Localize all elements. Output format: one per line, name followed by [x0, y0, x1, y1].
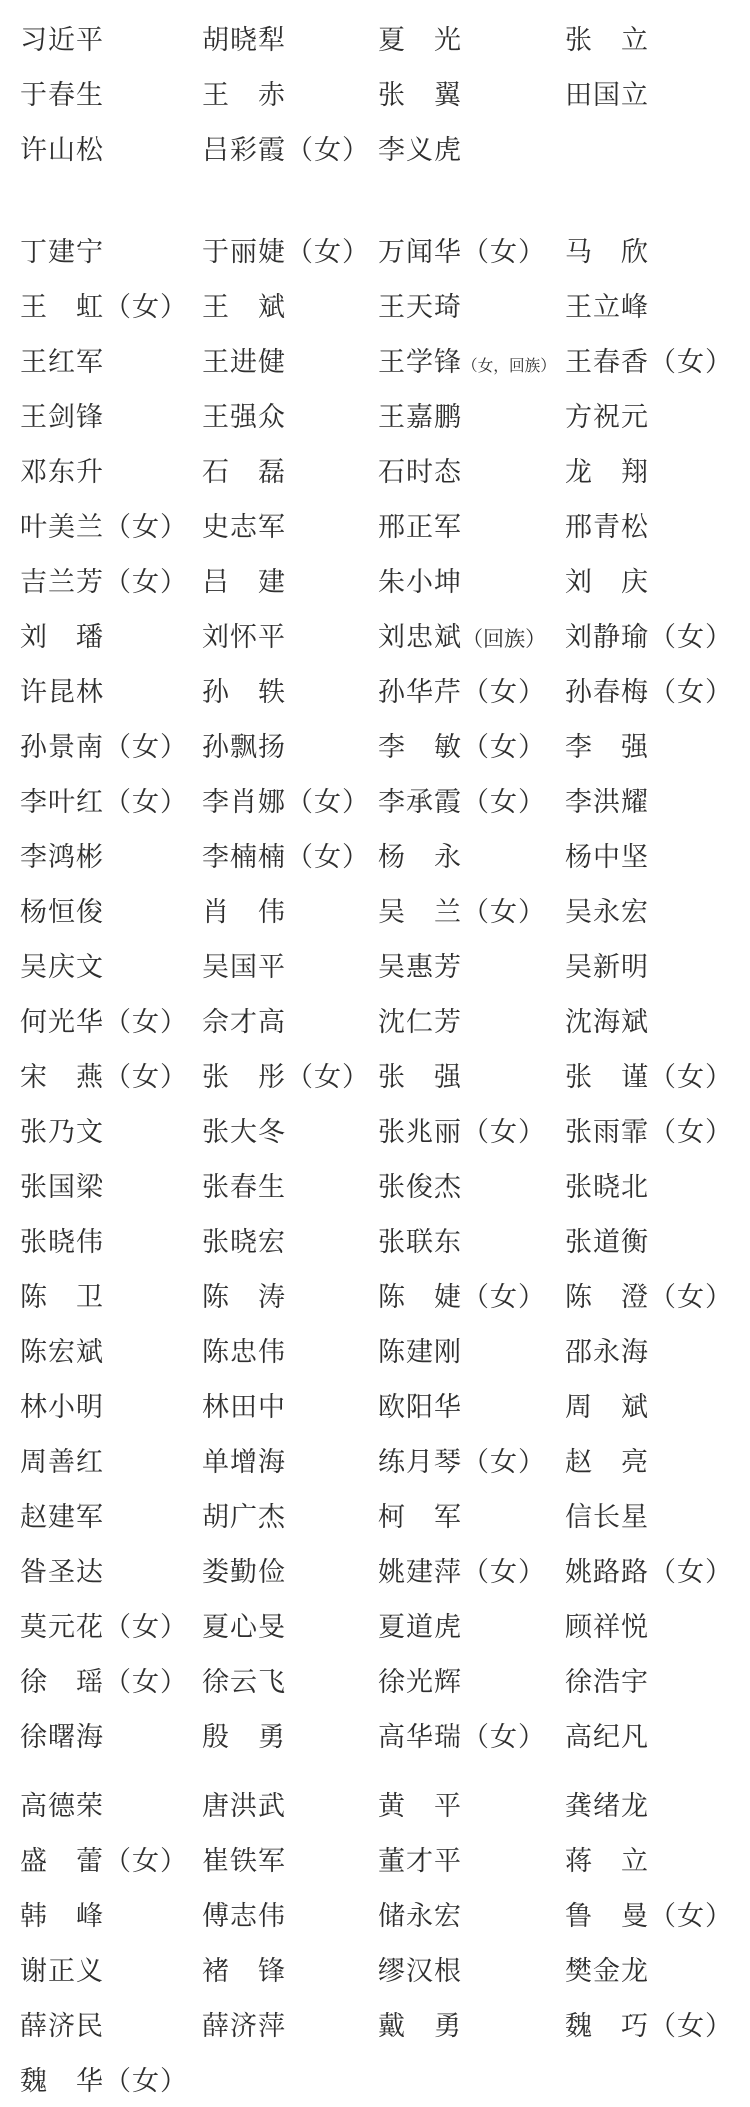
person-name: 朱小坤	[378, 567, 462, 597]
person-name: 沈仁芳	[378, 1007, 462, 1037]
person-name: 石时态	[378, 457, 462, 487]
person-name	[378, 340, 565, 379]
person-name: 林小明	[20, 1392, 104, 1422]
person-name: 李 敏（女）	[378, 732, 546, 762]
person-name: 娄勤俭	[202, 1557, 286, 1587]
person-name: 陈 卫	[20, 1282, 104, 1312]
person-name	[378, 615, 565, 654]
person-name: 陈 涛	[202, 1282, 286, 1312]
person-name: 储永宏	[378, 1901, 462, 1931]
person-name: 王剑锋	[20, 402, 104, 432]
person-name: 何光华（女）	[20, 1007, 188, 1037]
person-name: 张俊杰	[378, 1172, 462, 1202]
person-name: 陈 婕（女）	[378, 1282, 546, 1312]
name-row	[20, 222, 750, 277]
person-name: 张 翼	[378, 80, 462, 110]
person-name: 张 彤（女）	[202, 1062, 370, 1092]
person-name: 张晓北	[565, 1172, 649, 1202]
person-name: 李义虎	[378, 135, 462, 165]
person-name: 方祝元	[565, 402, 649, 432]
person-name: 蒋 立	[565, 1846, 649, 1876]
person-name: 刘 庆	[565, 567, 649, 597]
person-name: 王 虹（女）	[20, 292, 188, 322]
gender-ethnicity-note: （女，回族）	[462, 358, 556, 375]
person-name: 王嘉鹏	[378, 402, 462, 432]
name-row	[20, 1102, 750, 1157]
name-row	[20, 552, 750, 607]
person-name: 叶美兰（女）	[20, 512, 188, 542]
person-name: 缪汉根	[378, 1956, 462, 1986]
person-name: 欧阳华	[378, 1392, 462, 1422]
person-name: 王红军	[20, 347, 104, 377]
name-row	[20, 1707, 750, 1762]
person-name: 王春香（女）	[565, 347, 733, 377]
person-name: 周善红	[20, 1447, 104, 1477]
person-name: 董才平	[378, 1846, 462, 1876]
person-name: 王 赤	[202, 80, 286, 110]
person-name: 单增海	[202, 1447, 286, 1477]
name-row	[20, 387, 750, 442]
person-name: 王天琦	[378, 292, 462, 322]
person-name: 张春生	[202, 1172, 286, 1202]
name-row	[20, 937, 750, 992]
person-name: 夏心旻	[202, 1612, 286, 1642]
name-row	[20, 882, 750, 937]
person-name: 赵 亮	[565, 1447, 649, 1477]
roster-section-3	[20, 1776, 750, 2106]
person-name: 徐光辉	[378, 1667, 462, 1697]
person-name: 徐云飞	[202, 1667, 286, 1697]
person-name: 孙春梅（女）	[565, 677, 733, 707]
person-name: 刘 璠	[20, 622, 104, 652]
person-name: 张雨霏（女）	[565, 1117, 733, 1147]
person-name: 信长星	[565, 1502, 649, 1532]
person-name: 邓东升	[20, 457, 104, 487]
person-name: 胡广杰	[202, 1502, 286, 1532]
name-row	[20, 1157, 750, 1212]
person-name: 唐洪武	[202, 1791, 286, 1821]
person-name: 沈海斌	[565, 1007, 649, 1037]
person-name: 张 强	[378, 1062, 462, 1092]
person-name: 习近平	[20, 25, 104, 55]
person-name: 褚 锋	[202, 1956, 286, 1986]
person-name: 石 磊	[202, 457, 286, 487]
name-row	[20, 65, 750, 120]
person-name: 鲁 曼（女）	[565, 1901, 733, 1931]
person-name: 于丽婕（女）	[202, 237, 370, 267]
name-row	[20, 1542, 750, 1597]
person-name: 傅志伟	[202, 1901, 286, 1931]
person-name: 吴庆文	[20, 952, 104, 982]
person-name: 王 斌	[202, 292, 286, 322]
person-name: 王立峰	[565, 292, 649, 322]
person-name: 刘静瑜（女）	[565, 622, 733, 652]
person-name: 李洪耀	[565, 787, 649, 817]
person-name: 张道衡	[565, 1227, 649, 1257]
gender-ethnicity-note: （回族）	[462, 627, 547, 651]
person-name: 李承霞（女）	[378, 787, 546, 817]
person-name: 王强众	[202, 402, 286, 432]
person-name: 昝圣达	[20, 1557, 104, 1587]
person-name: 李 强	[565, 732, 649, 762]
person-name: 张乃文	[20, 1117, 104, 1147]
person-name: 魏 华（女）	[20, 2066, 188, 2096]
person-name: 邢青松	[565, 512, 649, 542]
name-row	[20, 2051, 750, 2106]
roster-section-2	[20, 222, 750, 1762]
name-row	[20, 992, 750, 1047]
name-row	[20, 827, 750, 882]
person-name: 许昆林	[20, 677, 104, 707]
person-name: 高德荣	[20, 1791, 104, 1821]
person-name: 徐 瑶（女）	[20, 1667, 188, 1697]
person-name: 张兆丽（女）	[378, 1117, 546, 1147]
name-row	[20, 1047, 750, 1102]
name-row	[20, 1322, 750, 1377]
person-name: 黄 平	[378, 1791, 462, 1821]
name-row	[20, 277, 750, 332]
roster	[20, 10, 750, 2106]
person-name: 戴 勇	[378, 2011, 462, 2041]
person-name: 姚路路（女）	[565, 1557, 733, 1587]
name-row	[20, 1886, 750, 1941]
person-name: 谢正义	[20, 1956, 104, 1986]
person-name: 夏 光	[378, 25, 462, 55]
person-name: 佘才高	[202, 1007, 286, 1037]
person-name: 孙景南（女）	[20, 732, 188, 762]
person-name: 李肖娜（女）	[202, 787, 370, 817]
name-row	[20, 1597, 750, 1652]
name-row	[20, 1377, 750, 1432]
person-name: 杨 永	[378, 842, 462, 872]
person-name: 夏道虎	[378, 1612, 462, 1642]
person-name: 张国梁	[20, 1172, 104, 1202]
name-row	[20, 120, 750, 175]
person-name: 孙飘扬	[202, 732, 286, 762]
person-name: 张大冬	[202, 1117, 286, 1147]
person-name: 吴国平	[202, 952, 286, 982]
person-name: 胡晓犁	[202, 25, 286, 55]
person-name: 李鸿彬	[20, 842, 104, 872]
person-name: 许山松	[20, 135, 104, 165]
person-name: 顾祥悦	[565, 1612, 649, 1642]
name-row	[20, 1941, 750, 1996]
person-name: 李叶红（女）	[20, 787, 188, 817]
person-name: 徐浩宇	[565, 1667, 649, 1697]
name-row	[20, 1432, 750, 1487]
person-name: 韩 峰	[20, 1901, 104, 1931]
person-name: 田国立	[565, 80, 649, 110]
person-name: 樊金龙	[565, 1956, 649, 1986]
name-row	[20, 10, 750, 65]
person-name: 龙 翔	[565, 457, 649, 487]
person-name: 吕 建	[202, 567, 286, 597]
person-name: 徐曙海	[20, 1722, 104, 1752]
name-row	[20, 662, 750, 717]
person-name: 刘怀平	[202, 622, 286, 652]
name-row	[20, 1487, 750, 1542]
person-name: 邢正军	[378, 512, 462, 542]
person-name-text: 王学锋	[378, 347, 462, 377]
person-name: 陈 澄（女）	[565, 1282, 733, 1312]
person-name: 龚绪龙	[565, 1791, 649, 1821]
person-name: 李楠楠（女）	[202, 842, 370, 872]
name-row	[20, 1267, 750, 1322]
person-name: 吴 兰（女）	[378, 897, 546, 927]
person-name: 高纪凡	[565, 1722, 649, 1752]
person-name: 马 欣	[565, 237, 649, 267]
person-name: 陈建刚	[378, 1337, 462, 1367]
name-row	[20, 1212, 750, 1267]
person-name: 莫元花（女）	[20, 1612, 188, 1642]
person-name: 崔铁军	[202, 1846, 286, 1876]
name-row	[20, 1831, 750, 1886]
person-name: 孙 轶	[202, 677, 286, 707]
person-name: 魏 巧（女）	[565, 2011, 733, 2041]
person-name: 孙华芹（女）	[378, 677, 546, 707]
person-name-text: 刘忠斌	[378, 622, 462, 652]
person-name: 万闻华（女）	[378, 237, 546, 267]
person-name: 吴永宏	[565, 897, 649, 927]
name-row	[20, 1996, 750, 2051]
person-name: 杨恒俊	[20, 897, 104, 927]
person-name: 丁建宁	[20, 237, 104, 267]
person-name: 于春生	[20, 80, 104, 110]
person-name: 薛济民	[20, 2011, 104, 2041]
person-name: 吴新明	[565, 952, 649, 982]
person-name: 林田中	[202, 1392, 286, 1422]
person-name: 练月琴（女）	[378, 1447, 546, 1477]
name-row	[20, 717, 750, 772]
person-name: 杨中坚	[565, 842, 649, 872]
person-name: 薛济萍	[202, 2011, 286, 2041]
person-name: 殷 勇	[202, 1722, 286, 1752]
person-name: 史志军	[202, 512, 286, 542]
person-name: 张 立	[565, 25, 649, 55]
name-row	[20, 442, 750, 497]
person-name: 柯 军	[378, 1502, 462, 1532]
name-row	[20, 497, 750, 552]
name-row	[20, 1652, 750, 1707]
person-name: 肖 伟	[202, 897, 286, 927]
person-name: 张晓宏	[202, 1227, 286, 1257]
name-row	[20, 1776, 750, 1831]
person-name: 邵永海	[565, 1337, 649, 1367]
roster-section-1	[20, 10, 750, 175]
person-name: 吕彩霞（女）	[202, 135, 370, 165]
person-name: 周 斌	[565, 1392, 649, 1422]
name-row	[20, 332, 750, 387]
person-name: 陈忠伟	[202, 1337, 286, 1367]
name-row	[20, 607, 750, 662]
person-name: 王进健	[202, 347, 286, 377]
name-row	[20, 772, 750, 827]
person-name: 张晓伟	[20, 1227, 104, 1257]
person-name: 张 谨（女）	[565, 1062, 733, 1092]
person-name: 赵建军	[20, 1502, 104, 1532]
person-name: 张联东	[378, 1227, 462, 1257]
person-name: 陈宏斌	[20, 1337, 104, 1367]
person-name: 吴惠芳	[378, 952, 462, 982]
person-name: 姚建萍（女）	[378, 1557, 546, 1587]
person-name: 吉兰芳（女）	[20, 567, 188, 597]
person-name: 宋 燕（女）	[20, 1062, 188, 1092]
person-name: 高华瑞（女）	[378, 1722, 546, 1752]
person-name: 盛 蕾（女）	[20, 1846, 188, 1876]
